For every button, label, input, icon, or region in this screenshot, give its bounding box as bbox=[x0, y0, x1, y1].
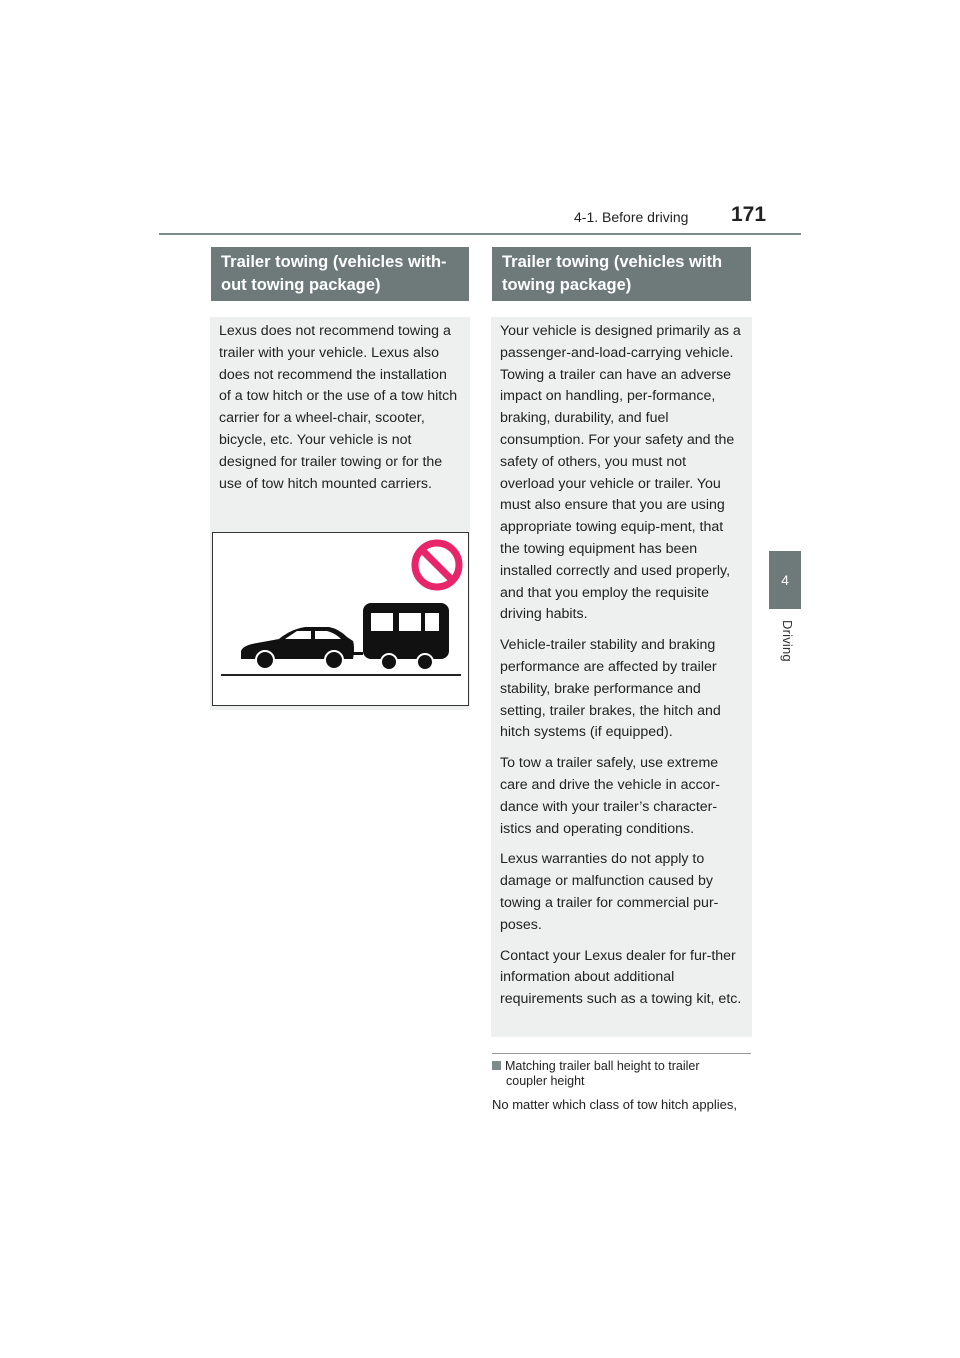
right-paragraph-3: To tow a trailer safely, use extreme care and drive the vehicle in accor-dance with your trailer’s character-istics and operating conditions. bbox=[500, 755, 721, 837]
left-section-title: Trailer towing (vehicles with-out towing package) bbox=[211, 247, 469, 301]
header-section-title: 4-1. Before driving bbox=[574, 209, 689, 225]
trailer-illustration bbox=[212, 532, 469, 706]
chapter-label: Driving bbox=[780, 620, 795, 662]
chapter-number: 4 bbox=[781, 572, 789, 588]
header-rule bbox=[159, 233, 801, 235]
chapter-tab bbox=[769, 551, 801, 609]
page-number: 171 bbox=[731, 203, 767, 226]
subsection-heading-line1: Matching trailer ball height to trailer bbox=[505, 1059, 700, 1073]
right-paragraph-5: Contact your Lexus dealer for fur-ther information about additional requirements such as a towing kit, etc. bbox=[500, 947, 742, 1008]
right-paragraph-2: Vehicle-trailer stability and braking performance are affected by trailer stability, brake performance and setting, trailer brakes, the hitch and hitch systems (if equipped). bbox=[500, 637, 721, 741]
right-section-title: Trailer towing (vehicles with towing package) bbox=[492, 247, 751, 301]
subsection-body: No matter which class of tow hitch applies, bbox=[492, 1097, 737, 1112]
right-paragraph-1: Your vehicle is designed primarily as a passenger-and-load-carrying vehicle. Towing a trailer can have an adverse impact on handling, per-formance, braking, durability, and fuel consumption. For your safety and the safety of others, you must not overload your vehicle or trailer. You must also ensure that you are using appropriate towing equip-ment, that the towing equipment has been installed correctly and used properly, and that you employ the requisite driving habits. bbox=[500, 323, 741, 623]
subsection-heading-line2: coupler height bbox=[506, 1074, 585, 1088]
subsection-rule bbox=[492, 1053, 751, 1054]
square-bullet-icon bbox=[492, 1061, 501, 1070]
right-paragraph-4: Lexus warranties do not apply to damage or malfunction caused by towing a trailer for commercial pur-poses. bbox=[500, 851, 719, 933]
right-section-body bbox=[491, 317, 752, 1037]
subsection-heading bbox=[492, 1059, 752, 1089]
no-towing-icon bbox=[213, 533, 468, 705]
left-section-text: Lexus does not recommend towing a trailer with your vehicle. Lexus also does not recommend the installation of a tow hitch or the use of a tow hitch carrier for a wheel-chair, scooter, bicycle, etc. Your vehicle is not designed for trailer towing or for the use of tow hitch mounted carriers. bbox=[219, 323, 458, 492]
